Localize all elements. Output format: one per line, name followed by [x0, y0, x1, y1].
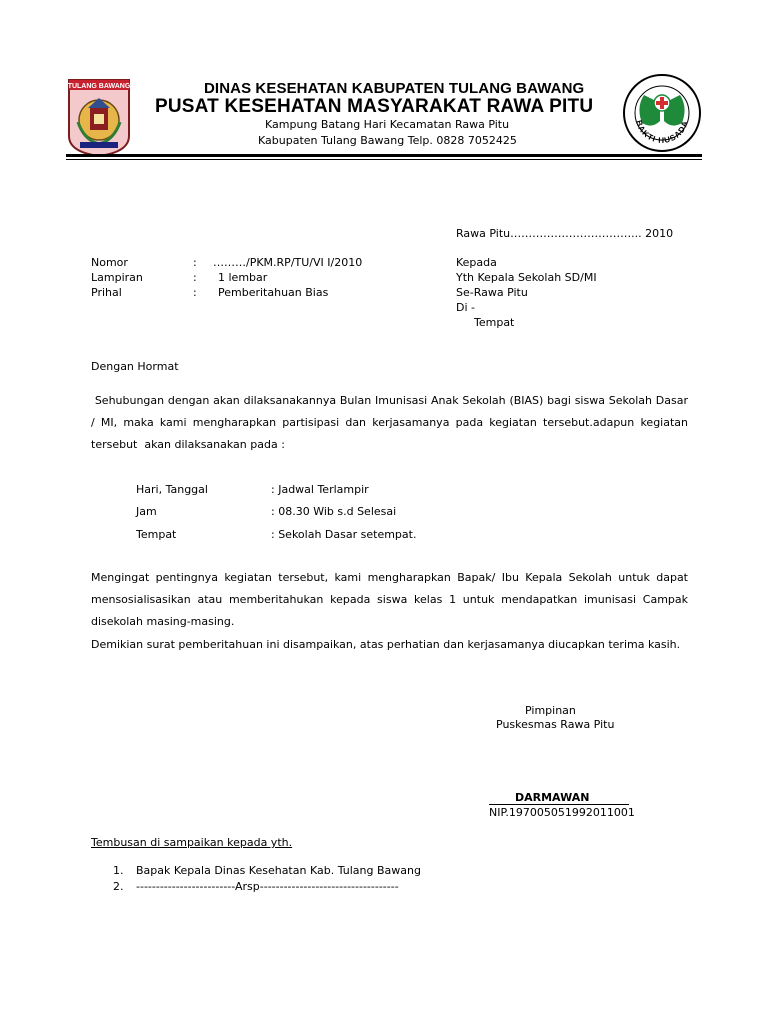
meta-sep: :	[193, 286, 197, 299]
meta-label-prihal: Prihal	[91, 286, 122, 299]
header-rule-thick	[66, 154, 702, 157]
signature-nip: NIP.197005051992011001	[489, 806, 635, 819]
recipient-line: Di -	[456, 301, 475, 314]
schedule-value: : Sekolah Dasar setempat.	[271, 528, 417, 541]
signature-title-1: Pimpinan	[525, 704, 576, 717]
meta-sep: :	[193, 256, 197, 269]
schedule-label: Jam	[136, 505, 157, 518]
signature-title-2: Puskesmas Rawa Pitu	[496, 718, 615, 731]
logo-text: TULANG BAWANG	[67, 83, 131, 90]
header-line-2: PUSAT KESEHATAN MASYARAKAT RAWA PITU	[155, 96, 594, 117]
header-line-3: Kampung Batang Hari Kecamatan Rawa Pitu	[265, 118, 510, 131]
cc-item-text: -------------------------Arsp-----------------------------------	[136, 880, 399, 893]
date-line: Rawa Pitu……………………………... 2010	[456, 227, 674, 240]
meta-sep: :	[193, 271, 197, 284]
recipient-line: Tempat	[474, 316, 515, 329]
meta-label-lampiran: Lampiran	[91, 271, 143, 284]
signature-name-text: DARMAWAN	[515, 791, 590, 804]
tulang-bawang-logo	[66, 78, 132, 158]
schedule-value: : 08.30 Wib s.d Selesai	[271, 505, 397, 518]
meta-label-nomor: Nomor	[91, 256, 128, 269]
logo-text: BAKTI HUSADA	[634, 119, 690, 146]
header-line-1: DINAS KESEHATAN KABUPATEN TULANG BAWANG	[204, 80, 585, 97]
recipient-line: Se-Rawa Pitu	[456, 286, 528, 299]
recipient-line: Yth Kepala Sekolah SD/MI	[456, 271, 597, 284]
cc-item-text: Bapak Kepala Dinas Kesehatan Kab. Tulang Bawang	[136, 864, 421, 877]
header-rule-thin	[66, 159, 702, 160]
signature-name	[489, 791, 629, 805]
body-paragraph-1: Sehubungan dengan akan dilaksanakannya Bulan Imunisasi Anak Sekolah (BIAS) bagi siswa Sekolah Dasar / MI, maka kami mengharapkan partisipasi dan kerjasamanya pada kegiatan tersebut.adapun kegiatan tersebut akan dilaksanakan pada :	[91, 394, 692, 451]
cc-heading: Tembusan di sampaikan kepada yth.	[91, 836, 293, 849]
meta-value-lampiran: 1 lembar	[218, 271, 268, 284]
meta-value-prihal: Pemberitahuan Bias	[218, 286, 329, 299]
meta-value-nomor: ………/PKM.RP/TU/VI I/2010	[213, 256, 363, 269]
schedule-value: : Jadwal Terlampir	[271, 483, 369, 496]
bakti-husada-logo	[622, 73, 702, 153]
greeting: Dengan Hormat	[91, 360, 179, 373]
schedule-label: Tempat	[136, 528, 177, 541]
body-paragraph-3: Demikian surat pemberitahuan ini disampaikan, atas perhatian dan kerjasamanya diucapkan terima kasih.	[91, 638, 681, 651]
header-line-4: Kabupaten Tulang Bawang Telp. 0828 7052425	[258, 134, 517, 147]
body-paragraph-2: Mengingat pentingnya kegiatan tersebut, kami mengharapkan Bapak/ Ibu Kepala Sekolah untuk dapat mensosialisasikan atau memberitahukan kepada siswa kelas 1 untuk mendapatkan imunisasi Campak disekolah masing-masing.	[91, 571, 688, 628]
recipient-line: Kepada	[456, 256, 497, 269]
cc-item-number: 2.	[113, 880, 124, 893]
schedule-label: Hari, Tanggal	[136, 483, 208, 496]
cc-item-number: 1.	[113, 864, 124, 877]
